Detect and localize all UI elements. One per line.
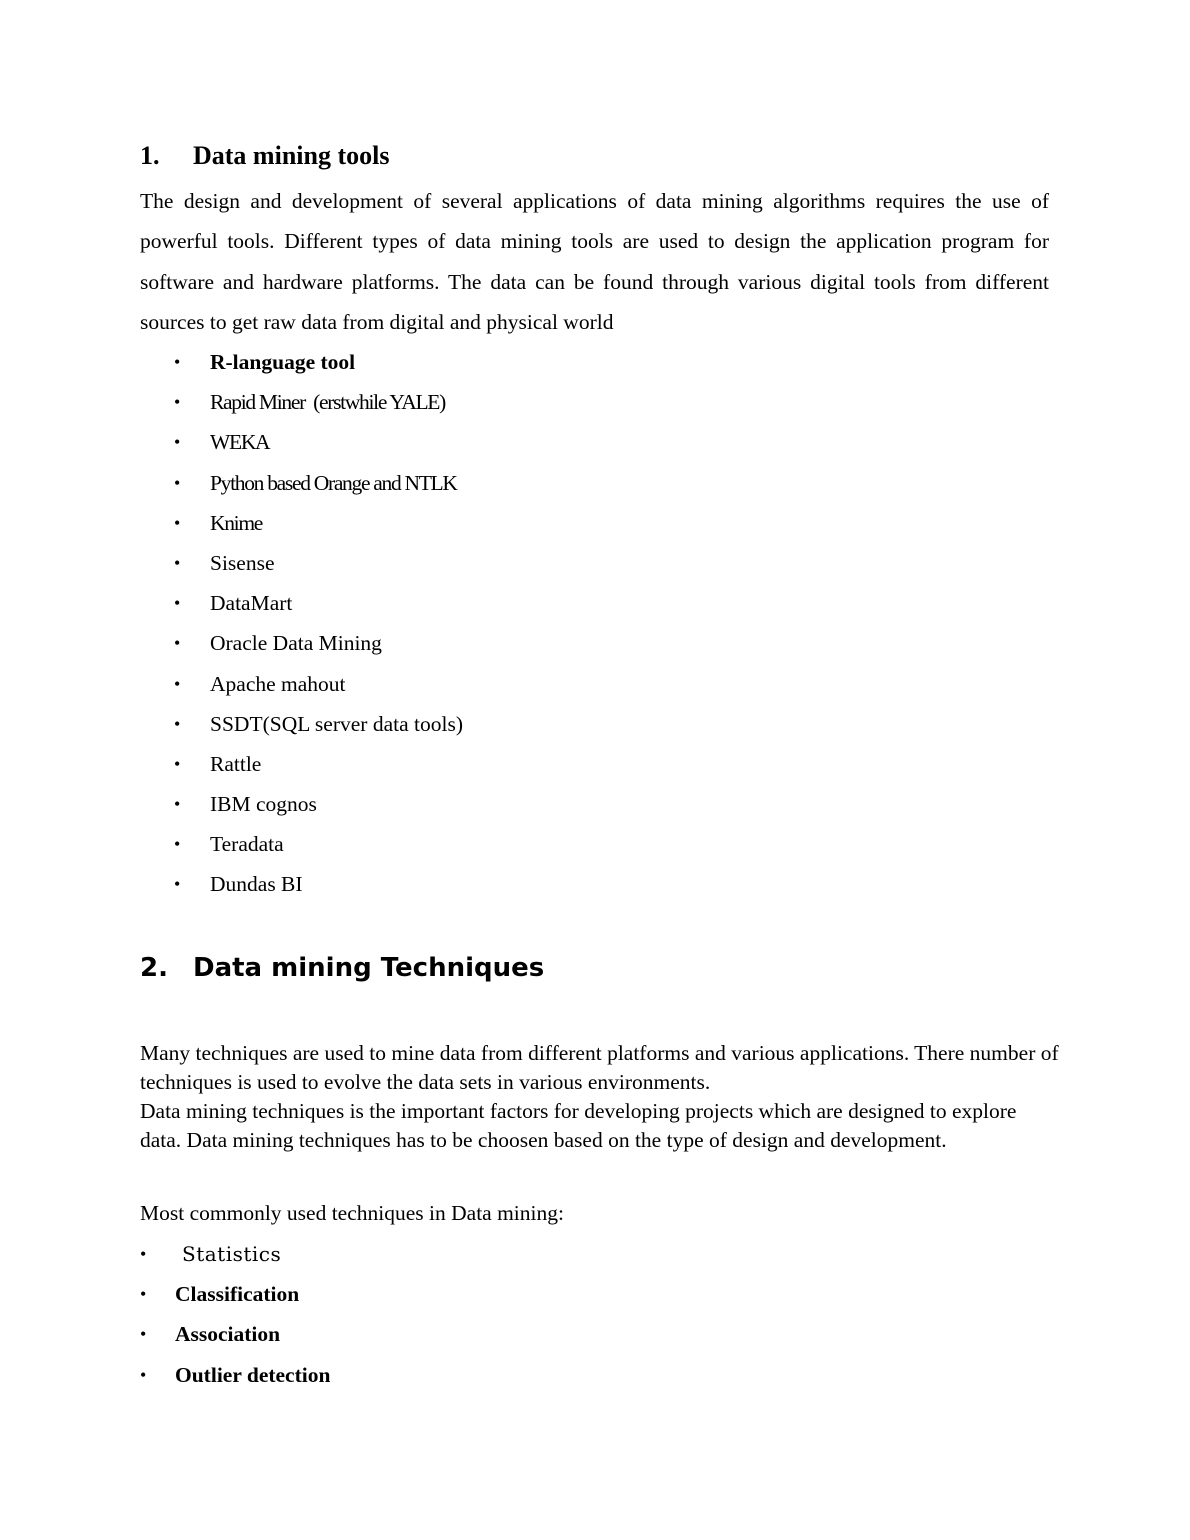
tool-name: Rattle xyxy=(210,751,262,776)
section-1-intro-paragraph: The design and development of several applications of data mining algorithms requires the use of powerful tools. Different types of data mining tools are used to design the application program for software and hardware platforms. The data can be found through various digital tools from different sources to get raw data from digital and physical world xyxy=(140,189,1049,334)
technique-name: Association xyxy=(175,1322,281,1347)
section-2-paragraph-2: Data mining techniques is the important factors for developing projects which are designed to explore data. Data mining techniques has to be choosen based on the type of design and development. xyxy=(140,1099,1017,1152)
tool-name: SSDT(SQL server data tools) xyxy=(210,711,463,736)
bullet-icon: • xyxy=(174,432,181,453)
bullet-icon: • xyxy=(140,1284,147,1305)
section-1-heading xyxy=(140,140,389,172)
tool-name: Rapid Miner (erstwhile YALE) xyxy=(210,390,445,415)
section-1-number: 1. xyxy=(140,141,160,170)
techniques-list-intro: Most commonly used techniques in Data mining: xyxy=(140,1201,564,1225)
bullet-icon: • xyxy=(174,552,181,573)
bullet-icon: • xyxy=(140,1324,147,1345)
section-2-heading xyxy=(140,950,544,986)
bullet-icon: • xyxy=(174,512,181,533)
bullet-icon: • xyxy=(140,1364,147,1385)
bullet-icon: • xyxy=(174,673,181,694)
tool-name: IBM cognos xyxy=(210,792,317,817)
section-1-title: Data mining tools xyxy=(193,141,390,170)
bullet-icon: • xyxy=(174,874,181,895)
section-2-paragraph-1: Many techniques are used to mine data from different platforms and various applications. There number of techniques is used to evolve the data sets in various environments. xyxy=(140,1041,1059,1094)
tool-name: Oracle Data Mining xyxy=(210,631,382,656)
tool-name: Python based Orange and NTLK xyxy=(210,470,457,495)
bullet-icon: • xyxy=(174,713,181,734)
technique-name: Statistics xyxy=(182,1242,282,1266)
tool-name: Dundas BI xyxy=(210,872,303,897)
section-2-title: Data mining Techniques xyxy=(193,953,545,983)
bullet-icon: • xyxy=(174,593,181,614)
section-2-number: 2. xyxy=(140,953,168,983)
tool-name: Knime xyxy=(210,510,263,535)
technique-name: Outlier detection xyxy=(175,1362,331,1387)
technique-name: Classification xyxy=(175,1282,300,1307)
section-2-body xyxy=(140,1039,1060,1155)
tool-name: DataMart xyxy=(210,591,293,616)
bullet-icon: • xyxy=(174,794,181,815)
tool-name: R-language tool xyxy=(210,350,356,374)
bullet-icon: • xyxy=(140,1244,147,1264)
bullet-icon: • xyxy=(174,392,181,413)
tool-name: Apache mahout xyxy=(210,671,346,696)
bullet-icon: • xyxy=(174,834,181,855)
bullet-icon: • xyxy=(174,472,181,493)
bullet-icon: • xyxy=(174,352,181,372)
tool-name: Teradata xyxy=(210,832,284,857)
tool-name: WEKA xyxy=(210,430,270,455)
bullet-icon: • xyxy=(174,633,181,654)
tool-name: Sisense xyxy=(210,550,275,575)
bullet-icon: • xyxy=(174,753,181,774)
